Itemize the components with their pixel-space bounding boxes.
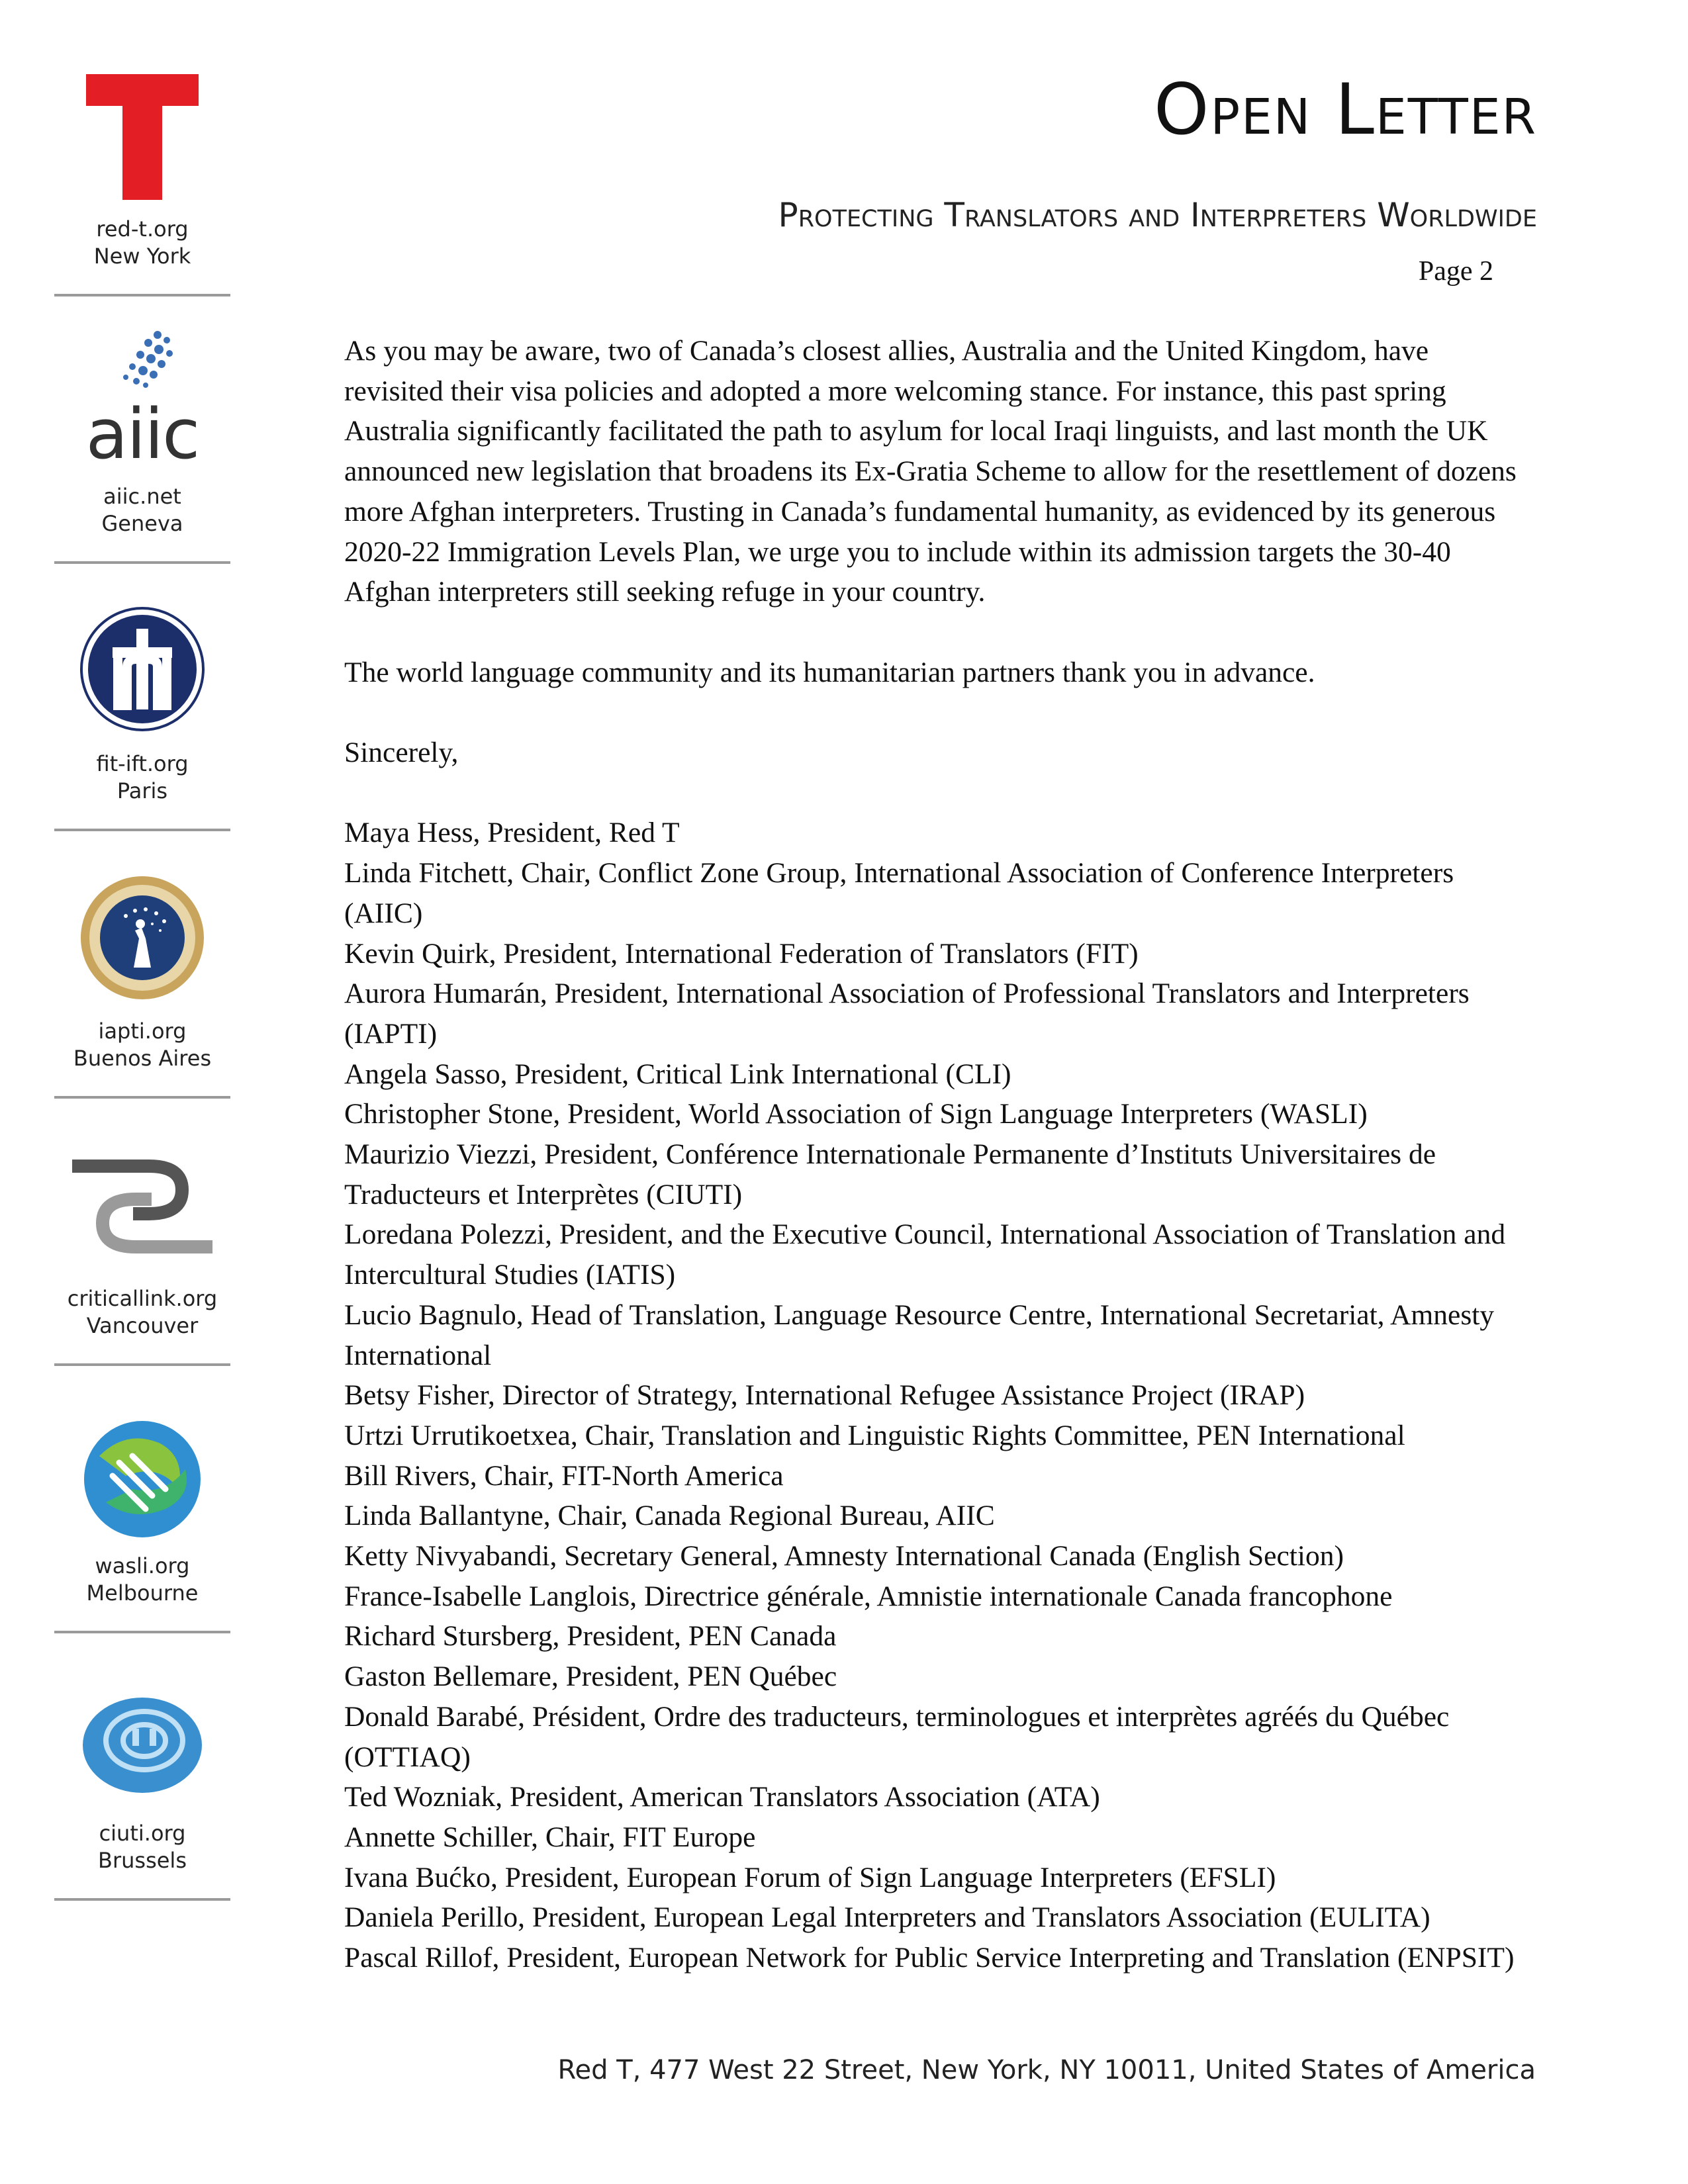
signatory-list <box>344 813 1529 1978</box>
signatory: Annette Schiller, Chair, FIT Europe <box>344 1821 756 1853</box>
org-critical-link <box>54 1096 230 1366</box>
org-fit <box>54 561 230 831</box>
org-city: Paris <box>117 778 168 803</box>
org-iapti <box>54 829 230 1099</box>
org-caption <box>54 216 230 270</box>
wasli-logo <box>79 1416 205 1542</box>
org-wasli <box>54 1363 230 1633</box>
org-red-t <box>54 26 230 296</box>
signatory: Betsy Fisher, Director of Strategy, International Refugee Assistance Project (IRAP) <box>344 1379 1305 1412</box>
letter-title: Open Letter <box>1154 69 1537 150</box>
org-ciuti <box>54 1631 230 1901</box>
org-city: Geneva <box>101 511 183 536</box>
critical-link-logo <box>70 1157 215 1256</box>
iapti-logo <box>79 875 205 1001</box>
org-site-link[interactable]: wasli.org <box>95 1553 190 1578</box>
signatory: Loredana Polezzi, President, and the Executive Council, International Association of Translation and Intercultural Studies (IATIS) <box>344 1218 1506 1291</box>
signatory: Richard Stursberg, President, PEN Canada <box>344 1620 837 1653</box>
signatory: Linda Ballantyne, Chair, Canada Regional Bureau, AIIC <box>344 1500 995 1532</box>
org-caption <box>54 1553 230 1607</box>
org-site-link[interactable]: aiic.net <box>103 484 181 509</box>
signatory: Lucio Bagnulo, Head of Translation, Language Resource Centre, International Secretariat, Amnesty International <box>344 1298 1495 1371</box>
org-caption <box>54 483 230 537</box>
page-number: Page 2 <box>1418 256 1493 287</box>
signatory: Linda Fitchett, Chair, Conflict Zone Group, International Association of Conference Interpreters (AIIC) <box>344 857 1454 929</box>
signatory: Ted Wozniak, President, American Translators Association (ATA) <box>344 1781 1100 1813</box>
signatory: France-Isabelle Langlois, Directrice générale, Amnistie internationale Canada francophone <box>344 1580 1393 1612</box>
fit-logo <box>79 606 205 732</box>
org-caption <box>54 1820 230 1874</box>
org-caption <box>54 1285 230 1340</box>
signatory: Pascal Rillof, President, European Network for Public Service Interpreting and Translation (ENPSIT) <box>344 1942 1515 1974</box>
body-paragraph: As you may be aware, two of Canada’s closest allies, Australia and the United Kingdom, have revisited their visa policies and adopted a more welcoming stance. For instance, this past spring Australia significantly facilitated the path to asylum for local Iraqi linguists, and last month the UK announced new legislation that broadens its Ex-Gratia Scheme to allow for the resettlement of dozens more Afghan interpreters. Trusting in Canada’s fundamental humanity, as evidenced by its generous 2020-22 Immigration Levels Plan, we urge you to include within its admission targets the 30-40 Afghan interpreters still seeking refuge in your country. <box>344 335 1517 608</box>
signatory: Bill Rivers, Chair, FIT-North America <box>344 1459 784 1492</box>
org-site-link[interactable]: fit-ift.org <box>96 751 189 776</box>
signatory: Maya Hess, President, Red T <box>344 817 680 849</box>
org-city: Vancouver <box>86 1313 199 1338</box>
letter-body <box>344 331 1529 1978</box>
org-city: New York <box>93 244 191 269</box>
org-site-link[interactable]: ciuti.org <box>99 1821 186 1846</box>
org-caption <box>54 751 230 805</box>
letter-subtitle: Protecting Translators and Interpreters Worldwide <box>778 196 1537 234</box>
closing-salutation: Sincerely, <box>344 737 459 768</box>
signatory: Maurizio Viezzi, President, Conférence Internationale Permanente d’Instituts Universitaires de Traducteurs et Interprètes (CIUTI) <box>344 1138 1436 1210</box>
body-paragraph: The world language community and its humanitarian partners thank you in advance. <box>344 656 1315 688</box>
signatory: Christopher Stone, President, World Association of Sign Language Interpreters (WASLI) <box>344 1098 1368 1130</box>
signatory: Ivana Bućko, President, European Forum of Sign Language Interpreters (EFSLI) <box>344 1861 1276 1893</box>
aiic-wordmark: aiic <box>85 394 199 471</box>
red-t-logo <box>86 74 199 200</box>
org-site-link[interactable]: red-t.org <box>96 216 189 242</box>
org-city: Melbourne <box>86 1580 199 1606</box>
signatory: Aurora Humarán, President, International Association of Professional Translators and Interpreters (IAPTI) <box>344 978 1470 1050</box>
aiic-logo <box>79 326 205 471</box>
signatory: Ketty Nivyabandi, Secretary General, Amnesty International Canada (English Section) <box>344 1540 1344 1572</box>
org-site-link[interactable]: criticallink.org <box>67 1286 218 1311</box>
signatory: Angela Sasso, President, Critical Link International (CLI) <box>344 1058 1011 1090</box>
ciuti-logo <box>79 1689 205 1801</box>
org-city: Brussels <box>98 1848 187 1873</box>
org-caption <box>54 1018 230 1072</box>
org-aiic <box>54 294 230 564</box>
org-city: Buenos Aires <box>73 1046 212 1071</box>
signatory: Kevin Quirk, President, International Federation of Translators (FIT) <box>344 937 1139 970</box>
signatory: Urtzi Urrutikoetxea, Chair, Translation and Linguistic Rights Committee, PEN International <box>344 1419 1405 1451</box>
signatory: Daniela Perillo, President, European Legal Interpreters and Translators Association (EULITA) <box>344 1901 1430 1934</box>
signatory: Donald Barabé, Président, Ordre des traducteurs, terminologues et interprètes agréés du Québec (OTTIAQ) <box>344 1700 1450 1773</box>
signatory: Gaston Bellemare, President, PEN Québec <box>344 1661 837 1693</box>
org-site-link[interactable]: iapti.org <box>98 1019 187 1044</box>
sidebar <box>0 0 278 2184</box>
footer-address: Red T, 477 West 22 Street, New York, NY 10011, United States of America <box>557 2055 1536 2085</box>
